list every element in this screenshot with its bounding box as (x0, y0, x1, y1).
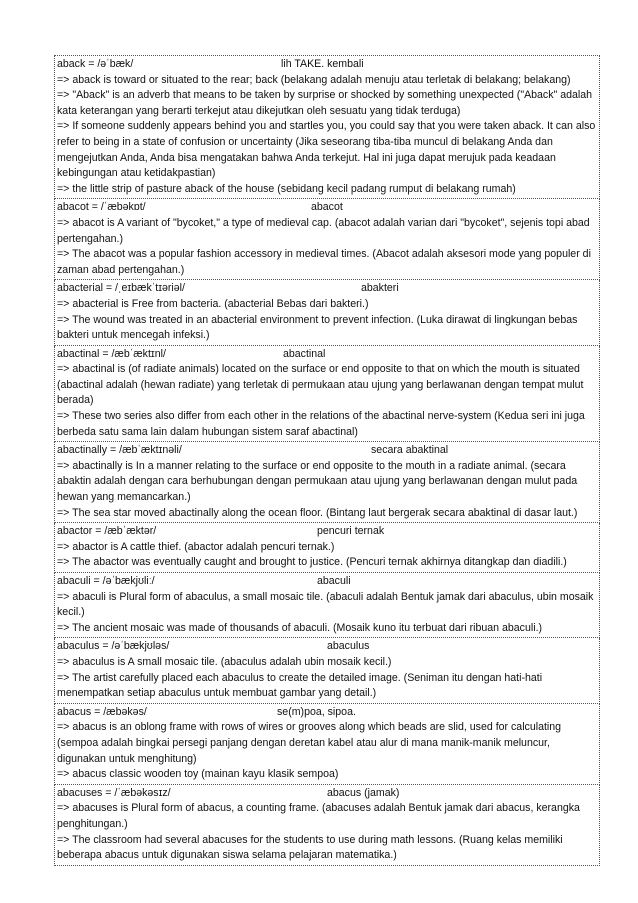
entry-line: => abactinal is (of radiate animals) located on the surface or end opposite to that on which the mouth is situated (abactinal adalah (hewan radiate) yang terletak di permukaan atau ujung yang berlawanan dengan tempat mulut berada) (57, 363, 584, 407)
entry-word: aback = /əˈbæk/ (57, 58, 134, 70)
entry-line: => abactinally is In a manner relating to the surface or end opposite to the mouth in a radiate animal. (secara abaktin adalah dengan cara berhubungan dengan permukaan atau ujung yang berlawanan dengan mulut pada hewan yang memancarkan.) (57, 459, 578, 504)
entry-line: => abacus classic wooden toy (mainan kayu klasik sempoa) (57, 768, 339, 781)
entry-header (57, 57, 597, 73)
entry-translation: abacus (jamak) (327, 786, 400, 799)
entry-header (57, 639, 597, 655)
entry-header (57, 574, 597, 590)
entry-line: => If someone suddenly appears behind you and startles you, you could say that you were taken aback. It can also refer to being in a state of confusion or uncertainty (Jika seseorang tiba-tiba muncul di belakang Anda dan mengejutkan Anda, Anda bisa mengatakan bahwa Anda terkejut. Hal ini juga dapat merujuk pada keadaan kebingungan atau ketidakpastian) (57, 120, 596, 180)
entry-line: => the little strip of pasture aback of the house (sebidang kecil padang rumput di belakang rumah) (57, 182, 516, 195)
entry-word: abaculi = /əˈbækjʊliː/ (57, 575, 155, 587)
dictionary-entry (54, 704, 600, 785)
entry-line: => The classroom had several abacuses for the students to use during math lessons. (Ruang kelas memiliki beberapa abacus untuk digunakan siswa selama pelajaran matematika.) (57, 833, 563, 862)
entry-header (57, 705, 597, 721)
entry-word: abacuses = /ˈæbəkəsɪz/ (57, 786, 171, 799)
entry-word: abacterial = /ˌeɪbækˈtɪəriəl/ (57, 282, 185, 295)
dictionary-entry (54, 56, 600, 199)
entry-header (57, 786, 597, 802)
entry-line: => The wound was treated in an abacterial environment to prevent infection. (Luka dirawat di lingkungan bebas bakteri untuk mencegah infeksi.) (57, 313, 578, 342)
entry-line: => "Aback" is an adverb that means to be taken by surprise or shocked by something unexpected ("Aback" adalah kata keterangan yang berarti terkejut atau dikejutkan oleh sesuatu yang tidak terduga) (57, 89, 593, 117)
entry-word: abaculus = /əˈbækjʊləs/ (57, 640, 170, 653)
entry-line: => The abacot was a popular fashion accessory in medieval times. (Abacot adalah aksesori mode yang populer di zaman abad pertengahan.) (57, 248, 591, 276)
entry-line: => abactor is A cattle thief. (abactor adalah pencuri ternak.) (57, 540, 335, 553)
entry-word: abacus = /æbəkəs/ (57, 705, 147, 718)
entry-header (57, 200, 597, 216)
entry-translation: abaculi (317, 575, 351, 587)
entry-line: => The sea star moved abactinally along the ocean floor. (Bintang laut bergerak secara abaktinal di dasar laut.) (57, 506, 578, 519)
entry-word: abactinal = /æbˈæktɪnl/ (57, 347, 166, 360)
entry-line: => abacuses is Plural form of abacus, a counting frame. (abacuses adalah Bentuk jamak dari abacus, kerangka penghitungan.) (57, 802, 580, 830)
entry-word: abacot = /ˈæbəkɒt/ (57, 201, 146, 214)
dictionary-entry (54, 442, 600, 523)
entry-translation: abactinal (283, 347, 326, 360)
entry-line: => abacterial is Free from bacteria. (abacterial Bebas dari bakteri.) (57, 297, 369, 310)
entry-header (57, 347, 597, 363)
dictionary-entry (54, 280, 600, 345)
entry-header (57, 443, 597, 459)
dictionary-entry (54, 638, 600, 703)
entry-translation: pencuri ternak (317, 525, 385, 538)
entry-line: => The abactor was eventually caught and brought to justice. (Pencuri ternak akhirnya ditangkap dan diadili.) (57, 556, 567, 569)
dictionary-list (54, 55, 600, 866)
entry-line: => abaculi is Plural form of abaculus, a small mosaic tile. (abaculi adalah Bentuk jamak dari abaculus, ubin mosaik kecil.) (57, 590, 594, 619)
entry-line: => The ancient mosaic was made of thousands of abaculi. (Mosaik kuno itu terbuat dari ribuan abaculi.) (57, 621, 543, 634)
entry-line: => abaculus is A small mosaic tile. (abaculus adalah ubin mosaik kecil.) (57, 655, 392, 668)
dictionary-entry (54, 199, 600, 280)
dictionary-entry (54, 346, 600, 443)
entry-line: => aback is toward or situated to the rear; back (belakang adalah menuju atau terletak di belakang; belakang) (57, 73, 571, 86)
entry-line: => abacus is an oblong frame with rows of wires or grooves along which beads are slid, used for calculating (sempoa adalah bingkai persegi panjang dengan deretan kabel atau alur di mana manik-manik meluncur, digunakan untuk menghitung) (57, 721, 562, 765)
entry-word: abactinally = /æbˈæktɪnəli/ (57, 444, 182, 457)
entry-header (57, 524, 597, 540)
entry-translation: abakteri (361, 282, 399, 295)
dictionary-entry (54, 523, 600, 573)
entry-translation: abacot (311, 201, 343, 214)
entry-header (57, 281, 597, 297)
dictionary-entry (54, 785, 600, 866)
entry-line: => These two series also differ from each other in the relations of the abactinal nerve-system (Kedua seri ini juga berbeda satu sama lain dalam hubungan sistem saraf abactinal) (57, 410, 585, 438)
entry-word: abactor = /æbˈæktər/ (57, 525, 157, 538)
entry-translation: abaculus (327, 640, 370, 653)
dictionary-entry (54, 573, 600, 638)
entry-line: => abacot is A variant of "bycoket," a type of medieval cap. (abacot adalah varian dari "bycoket", sejenis topi abad pertengahan.) (57, 216, 590, 245)
entry-translation: lih TAKE. kembali (281, 58, 364, 70)
entry-line: => The artist carefully placed each abaculus to create the detailed image. (Seniman itu dengan hati-hati menempatkan setiap abaculus untuk membuat gambar yang detail.) (57, 671, 543, 700)
entry-translation: se(m)poa, sipoa. (277, 705, 356, 718)
entry-translation: secara abaktinal (371, 444, 449, 457)
